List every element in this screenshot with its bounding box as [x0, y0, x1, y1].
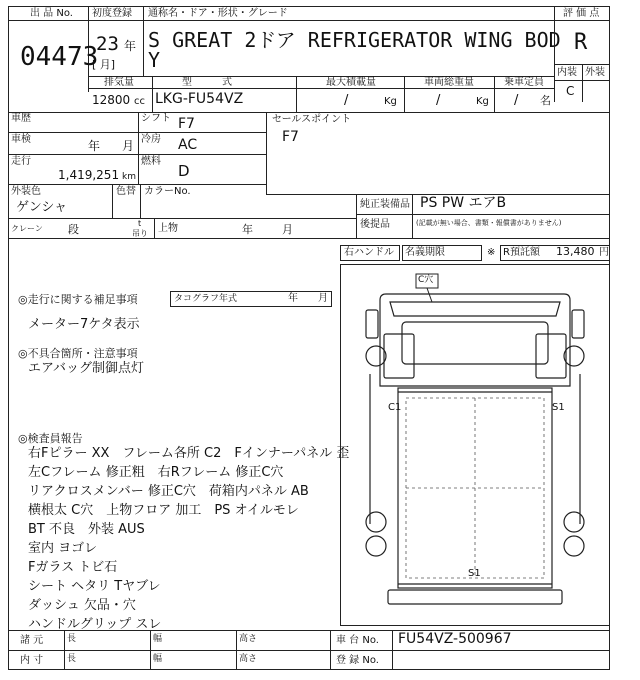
mileage-unit: km — [122, 172, 136, 182]
shift-value: F7 — [178, 116, 195, 132]
capacity-label: 乗車定員 — [504, 77, 544, 88]
reg-label: 登 録 No. — [336, 655, 379, 666]
chassis-number: FU54VZ-500967 — [398, 631, 512, 647]
inspection-label: 車検 — [11, 134, 31, 145]
height-label: 高さ — [239, 634, 258, 644]
mileage-value: 1,419,251 — [58, 168, 120, 182]
ext-color-value: ゲンシャ — [16, 200, 68, 215]
tacho-year: 年 — [288, 293, 298, 304]
c-hole-mark: C穴 — [418, 275, 434, 285]
color-change-label: 色替 — [116, 186, 136, 197]
report-line: Fガラス トビ石 — [28, 560, 118, 575]
interior-grade: C — [566, 84, 575, 98]
s1-right-mark: S1 — [552, 402, 565, 413]
max-load-label: 最大積載量 — [326, 77, 376, 88]
rhd-label: 右ハンドル — [344, 247, 394, 258]
inner-dims-label: 内 寸 — [20, 655, 44, 666]
report-line: ハンドルグリップ スレ — [28, 617, 162, 632]
lot-label: 出 品 No. — [30, 8, 73, 19]
length-label-inner: 長 — [67, 654, 77, 664]
recycle-label: R預託額 — [503, 247, 540, 258]
run-notes-label: ◎走行に関する補足事項 — [18, 293, 138, 306]
inspection-month-unit: 月 — [122, 139, 135, 153]
ac-value: AC — [178, 137, 198, 153]
dims-label: 諸 元 — [20, 635, 44, 646]
tacho-month: 月 — [318, 293, 328, 304]
defect-note: エアバッグ制御点灯 — [28, 361, 144, 376]
model-label: 型 式 — [182, 77, 232, 88]
width-label-inner: 幅 — [153, 654, 163, 664]
vehicle-name-label: 通称名・ドア・形状・グレード — [148, 8, 288, 19]
displacement-label: 排気量 — [104, 77, 134, 88]
run-note: メーター7ケタ表示 — [28, 317, 140, 332]
sales-point-label: セールスポイント — [272, 114, 352, 125]
defect-label: ◎不具合箇所・注意事項 — [18, 347, 138, 360]
report-line: 右Fピラー XX フレーム各所 C2 Fインナーパネル 歪 — [28, 446, 350, 461]
recycle-unit: 円 — [599, 247, 609, 258]
vehicle-name-cont: Y — [148, 48, 161, 72]
gross-weight-value: / — [436, 93, 441, 108]
report-line: BT 不良 外装 AUS — [28, 522, 145, 537]
body-month: 月 — [282, 223, 293, 236]
max-load-value: / — [344, 93, 349, 108]
history-label: 車歴 — [11, 113, 31, 124]
s1-bottom-mark: S1 — [468, 568, 481, 579]
c1-mark: C1 — [388, 402, 402, 413]
lot-number: 04473 — [20, 42, 99, 72]
vehicle-name: S GREAT 2ドア REFRIGERATOR WING BOD — [148, 28, 561, 52]
displacement-value: 12800 — [92, 93, 131, 107]
equipment-label: 純正装備品 — [360, 199, 410, 210]
first-reg-month: [ 月] — [92, 58, 116, 71]
body-year: 年 — [242, 223, 253, 236]
fuel-label: 燃料 — [141, 156, 161, 167]
tacho-label: タコグラフ年式 — [174, 294, 238, 304]
report-line: シート ヘタリ Tヤブレ — [28, 579, 161, 594]
inspection-year-unit: 年 — [88, 139, 101, 153]
crane-ton-label: 吊り — [132, 229, 148, 238]
grade-label: 評 価 点 — [563, 8, 600, 19]
crane-label: クレーン — [11, 224, 43, 233]
exterior-label: 外装 — [585, 67, 605, 78]
crane-ton-unit: t — [138, 219, 142, 228]
inspector-label: ◎検査員報告 — [18, 432, 83, 445]
gross-weight-label: 車両総重量 — [424, 77, 474, 88]
max-load-unit: Kg — [384, 96, 397, 107]
warning-mark: ※ — [487, 247, 496, 258]
length-label: 長 — [67, 634, 77, 644]
aftermarket-label: 後提品 — [360, 219, 390, 230]
height-label-inner: 高さ — [239, 654, 258, 664]
equipment-value: PS PW エアB — [420, 195, 507, 211]
report-line: 室内 ヨゴレ — [28, 541, 98, 556]
shift-label: シフト — [141, 113, 171, 124]
color-no-label: カラーNo. — [144, 186, 191, 197]
first-reg-year-unit: 年 — [124, 39, 137, 53]
interior-label: 内装 — [557, 67, 577, 78]
fuel-value: D — [178, 162, 190, 180]
body-label: 上物 — [158, 223, 178, 234]
recycle-value: 13,480 — [556, 245, 595, 258]
crane-stage: 段 — [68, 223, 79, 236]
first-reg-year: 23 — [96, 33, 119, 55]
aftermarket-note: (記載が無い場合、書類・報償書がありません) — [416, 219, 562, 227]
sales-point-value: F7 — [282, 129, 299, 145]
capacity-unit: 名 — [540, 94, 551, 107]
report-line: 左Cフレーム 修正粗 右Rフレーム 修正C穴 — [28, 465, 284, 480]
gross-weight-unit: Kg — [476, 96, 489, 107]
chassis-label: 車 台 No. — [336, 635, 379, 646]
grade-value: R — [574, 30, 588, 55]
model-value: LKG-FU54VZ — [155, 91, 244, 107]
name-change-label: 名義期限 — [405, 247, 445, 258]
report-line: 横根太 C穴 上物フロア 加工 PS オイルモレ — [28, 503, 299, 518]
width-label: 幅 — [153, 634, 163, 644]
ext-color-label: 外装色 — [11, 186, 41, 197]
ac-label: 冷房 — [141, 134, 161, 145]
mileage-label: 走行 — [11, 156, 31, 167]
report-line: ダッシュ 欠品・穴 — [28, 598, 136, 613]
report-line: リアクロスメンバー 修正C穴 荷箱内パネル AB — [28, 484, 309, 499]
first-reg-label: 初度登録 — [92, 8, 132, 19]
capacity-value: / — [514, 93, 519, 108]
displacement-unit: cc — [134, 96, 145, 107]
